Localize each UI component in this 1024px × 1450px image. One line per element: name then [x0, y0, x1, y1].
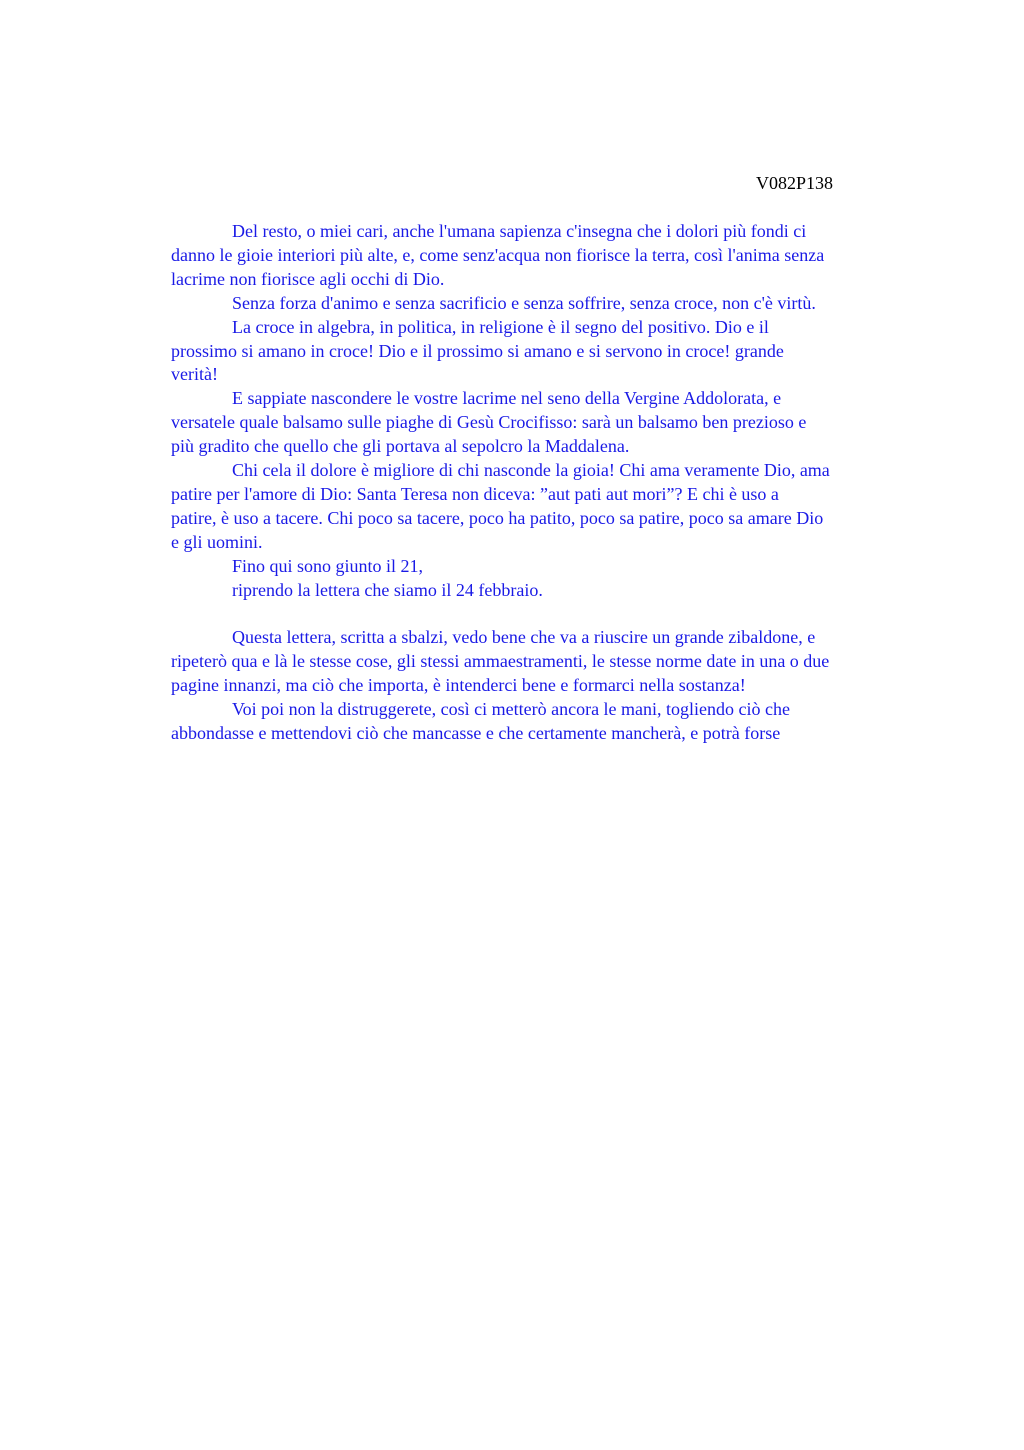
- blank-line: [171, 603, 931, 627]
- text-line: E sappiate nascondere le vostre lacrime nel seno della Vergine Addolorata, e: [232, 388, 782, 409]
- text-line: più gradito che quello che gli portava al sepolcro la Maddalena.: [171, 436, 630, 457]
- text-line: abbondasse e mettendovi ciò che mancasse e che certamente mancherà, e potrà forse: [171, 723, 781, 744]
- text-line: pagine innanzi, ma ciò che importa, è intenderci bene e formarci nella sostanza!: [171, 675, 746, 696]
- text-line: patire, è uso a tacere. Chi poco sa tacere, poco ha patito, poco sa patire, poco sa amare Dio: [171, 507, 824, 528]
- text-line: e gli uomini.: [171, 531, 263, 552]
- letter-body: [171, 220, 931, 746]
- page-code: V082P138: [756, 173, 834, 193]
- text-line: Voi poi non la distruggerete, così ci metterò ancora le mani, togliendo ciò che: [232, 699, 790, 720]
- text-line: Chi cela il dolore è migliore di chi nasconde la gioia! Chi ama veramente Dio, ama: [232, 460, 830, 481]
- paragraph: [171, 555, 931, 579]
- text-line: Senza forza d'animo e senza sacrificio e senza soffrire, senza croce, non c'è virtù.: [232, 292, 816, 313]
- text-line: danno le gioie interiori più alte, e, come senz'acqua non fiorisce la terra, così l'anima senza: [171, 244, 825, 265]
- paragraph: [171, 220, 931, 292]
- text-line: La croce in algebra, in politica, in religione è il segno del positivo. Dio e il: [232, 316, 769, 337]
- text-line: versatele quale balsamo sulle piaghe di Gesù Crocifisso: sarà un balsamo ben prezioso e: [171, 412, 807, 433]
- paragraph: [171, 387, 931, 459]
- text-line: Del resto, o miei cari, anche l'umana sapienza c'insegna che i dolori più fondi ci: [232, 221, 807, 241]
- paragraph: [171, 459, 931, 555]
- text-line: Questa lettera, scritta a sbalzi, vedo bene che va a riuscire un grande zibaldone, e: [232, 627, 816, 648]
- paragraph: [171, 292, 931, 316]
- text-line: riprendo la lettera che siamo il 24 febbraio.: [232, 579, 543, 600]
- paragraph: [171, 698, 931, 746]
- paragraph: [171, 579, 931, 603]
- text-line: prossimo si amano in croce! Dio e il prossimo si amano e si servono in croce! grande: [171, 340, 784, 361]
- paragraph: [171, 316, 931, 388]
- text-line: Fino qui sono giunto il 21,: [232, 555, 424, 576]
- text-line: lacrime non fiorisce agli occhi di Dio.: [171, 268, 445, 289]
- text-line: verità!: [171, 364, 218, 385]
- text-line: patire per l'amore di Dio: Santa Teresa non diceva: ”aut pati aut mori”? E chi è uso a: [171, 483, 779, 504]
- paragraph: [171, 626, 931, 698]
- text-line: ripeterò qua e là le stesse cose, gli stessi ammaestramenti, le stesse norme date in una o due: [171, 651, 830, 672]
